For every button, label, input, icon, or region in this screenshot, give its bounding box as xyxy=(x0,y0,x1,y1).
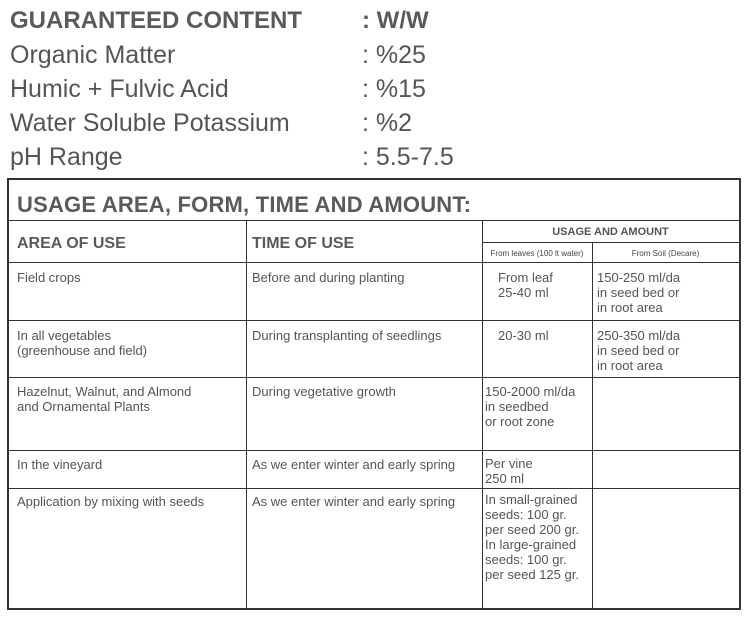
cell-leaves: 150-2000 ml/da in seedbed or root zone xyxy=(485,384,576,429)
content-row-humic-fulvic xyxy=(10,72,749,106)
divider xyxy=(9,320,739,321)
divider xyxy=(9,450,739,451)
cell-time: During transplanting of seedlings xyxy=(252,328,442,343)
cell-leaves: From leaf 25-40 ml xyxy=(498,270,553,300)
guaranteed-content xyxy=(10,4,749,174)
cell-area: Field crops xyxy=(17,270,81,285)
cell-area: Hazelnut, Walnut, and Almond and Ornamental Plants xyxy=(17,384,192,414)
cell-area: In the vineyard xyxy=(17,457,103,472)
divider xyxy=(9,377,739,378)
column-header-area: AREA OF USE xyxy=(17,235,126,252)
cell-leaves: In small-grained seeds: 100 gr. per seed 200 gr. In large-grained seeds: 100 gr. per seed 125 gr. xyxy=(485,492,579,582)
divider xyxy=(246,220,247,608)
divider xyxy=(482,242,739,243)
guaranteed-header xyxy=(10,4,749,38)
divider xyxy=(9,488,739,489)
content-row-potassium xyxy=(10,106,749,140)
content-label: Organic Matter xyxy=(10,41,176,69)
content-value: : %15 xyxy=(362,75,426,103)
content-label: Water Soluble Potassium xyxy=(10,109,290,137)
cell-time: As we enter winter and early spring xyxy=(252,457,456,472)
cell-leaves: 20-30 ml xyxy=(498,328,549,343)
cell-soil: 150-250 ml/da in seed bed or in root area xyxy=(597,270,681,315)
column-header-time: TIME OF USE xyxy=(252,235,355,252)
content-value: : 5.5-7.5 xyxy=(362,143,454,171)
content-value: : %25 xyxy=(362,41,426,69)
content-label: Humic + Fulvic Acid xyxy=(10,75,229,103)
guaranteed-header-label: GUARANTEED CONTENT xyxy=(10,7,302,34)
cell-leaves: Per vine 250 ml xyxy=(485,456,533,486)
cell-soil: 250-350 ml/da in seed bed or in root area xyxy=(597,328,681,373)
divider xyxy=(592,242,593,608)
content-row-organic-matter xyxy=(10,38,749,72)
cell-area: Application by mixing with seeds xyxy=(17,494,205,509)
cell-time: Before and during planting xyxy=(252,270,405,285)
content-label: pH Range xyxy=(10,143,123,171)
content-value: : %2 xyxy=(362,109,413,137)
subheader-leaves: From leaves (100 lt water) xyxy=(490,249,584,258)
divider xyxy=(9,262,739,263)
guaranteed-header-value: : W/W xyxy=(362,7,429,34)
column-header-usage: USAGE AND AMOUNT xyxy=(552,226,669,238)
divider xyxy=(482,220,483,608)
usage-table-title: USAGE AREA, FORM, TIME AND AMOUNT: xyxy=(17,192,472,217)
content-row-ph-range xyxy=(10,140,749,174)
usage-table xyxy=(7,178,741,610)
cell-time: During vegetative growth xyxy=(252,384,396,399)
cell-area: In all vegetables (greenhouse and field) xyxy=(17,328,148,358)
cell-time: As we enter winter and early spring xyxy=(252,494,456,509)
divider xyxy=(9,220,739,221)
subheader-soil: From Soil (Decare) xyxy=(631,249,700,258)
